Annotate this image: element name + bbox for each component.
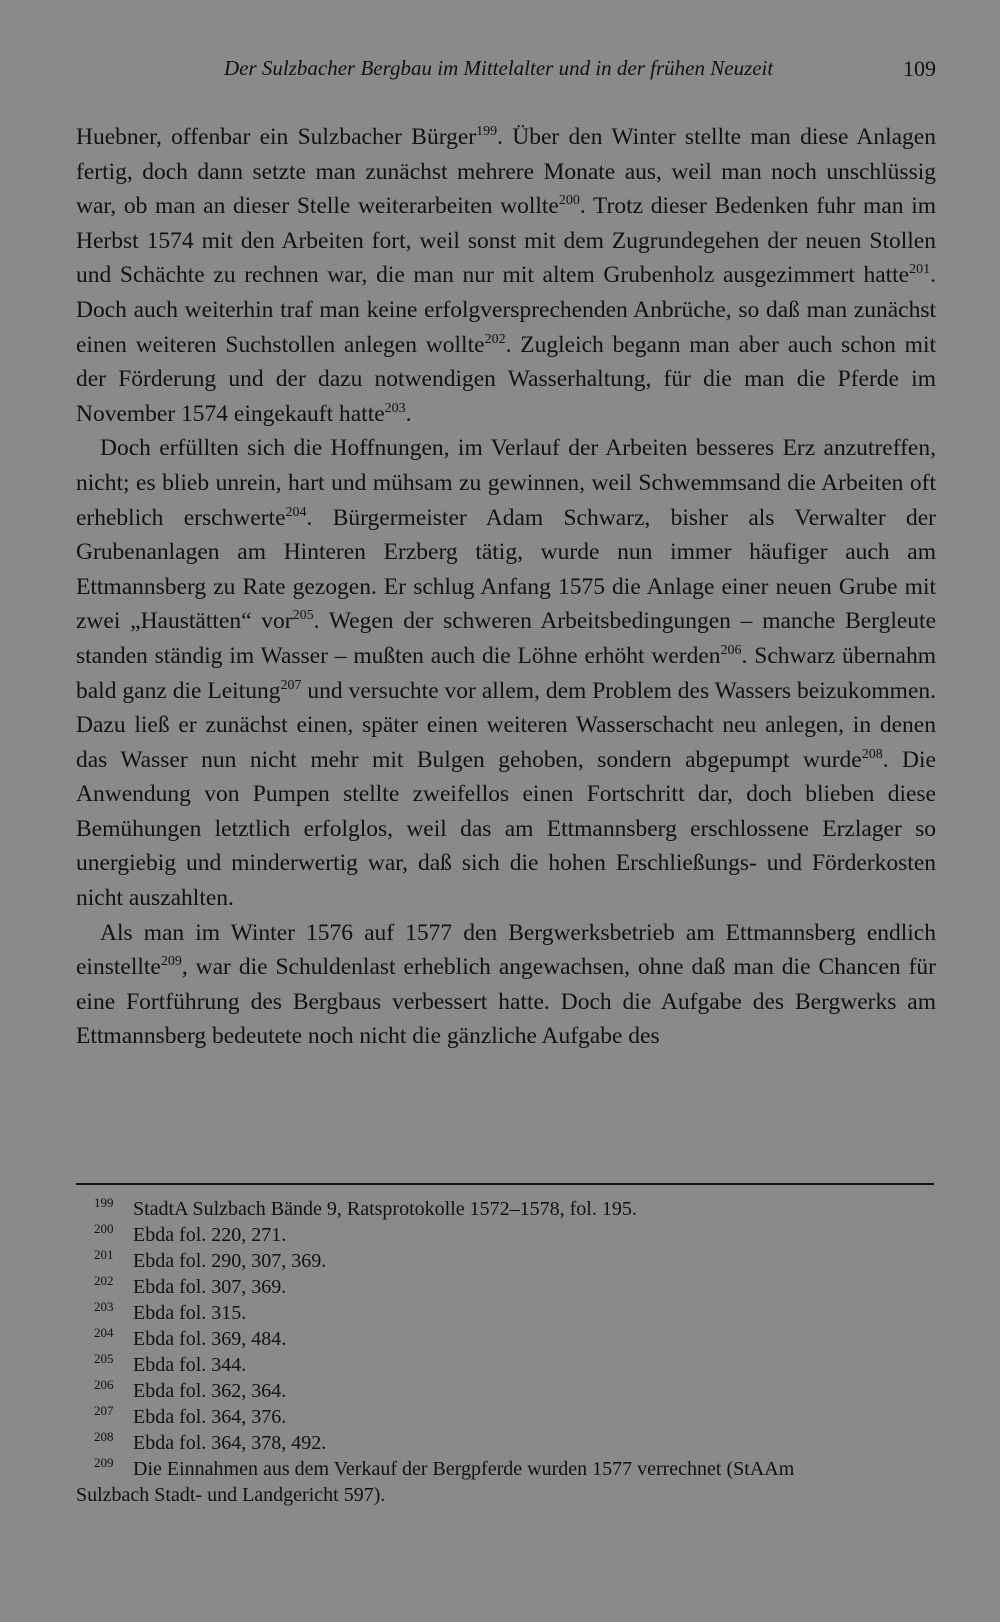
text-segment: . <box>405 400 412 427</box>
footnote-reference: 199 <box>476 124 498 139</box>
footnote-text: Die Einnahmen aus dem Verkauf der Bergpferde wurden 1577 verrechnet (StAAm <box>133 1458 795 1480</box>
footnote-text: StadtA Sulzbach Bände 9, Ratsprotokolle 1572–1578, fol. 195. <box>133 1198 637 1220</box>
footnote-number: 203 <box>94 1299 114 1314</box>
text-segment: . Die Anwendung von Pumpen stellte zweifellos einen Fortschritt dar, doch blieben diese Bemühungen letztlich erfolglos, weil das am Ettmannsberg erschlossene Erzlager so unergiebig und minderwertig war, daß sich die hohen Erschließungs- und Förderkosten nicht auszahlten. <box>76 746 936 912</box>
footnote <box>76 1404 936 1430</box>
footnote-number: 201 <box>94 1247 114 1262</box>
footnote-reference: 200 <box>558 193 580 209</box>
footnote-number: 209 <box>94 1455 114 1470</box>
text-segment: . Schwarz übernahm bald ganz die Leitung <box>76 642 936 704</box>
footnote-divider <box>76 1183 934 1185</box>
text-segment: und versuchte vor allem, dem Problem des Wassers beizukommen. Dazu ließ er zunächst einen, später einen weiteren Wasserschacht neu anlegen, in denen das Wasser nun nicht mehr mit Bulgen gehoben, sondern abgepumpt wurde <box>76 677 937 773</box>
footnote-text: Ebda fol. 344. <box>133 1354 247 1376</box>
footnote-text: Ebda fol. 364, 378, 492. <box>133 1432 327 1454</box>
footnote <box>76 1352 936 1378</box>
body-paragraph <box>76 120 936 431</box>
text-segment: . Trotz dieser Bedenken fuhr man im Herbst 1574 mit den Arbeiten fort, weil sonst mit dem Zugrundegehen der neuen Stollen und Schächte zu rechnen war, die man nur mit altem Grubenholz ausgezimmert hatte <box>76 193 937 289</box>
footnote-number: 206 <box>94 1377 114 1392</box>
footnote-number: 207 <box>94 1403 114 1418</box>
footnote-text: Ebda fol. 307, 369. <box>133 1276 287 1298</box>
footnote <box>76 1274 936 1300</box>
footnote-reference: 201 <box>909 262 931 278</box>
footnote <box>76 1456 936 1508</box>
page-header <box>76 52 936 92</box>
text-segment: Doch erfüllten sich die Hoffnungen, im Verlauf der Arbeiten besseres Erz anzutreffen, nicht; es blieb unrein, hart und mühsam zu gewinnen, weil Schwemmsand die Arbeiten oft erheblich erschwerte <box>76 435 936 531</box>
footnote <box>76 1248 936 1274</box>
body-text <box>76 120 936 1054</box>
footnote-reference: 206 <box>720 642 742 658</box>
footnote-reference: 202 <box>484 331 506 347</box>
running-title: Der Sulzbacher Bergbau im Mittelalter und in der frühen Neuzeit <box>224 56 774 80</box>
footnote-reference: 205 <box>292 608 314 624</box>
footnote-continuation: Sulzbach Stadt- und Landgericht 597). <box>76 1484 386 1506</box>
footnote-text: Ebda fol. 362, 364. <box>133 1380 287 1402</box>
footnote-number: 200 <box>94 1221 114 1236</box>
footnote-number: 205 <box>94 1351 114 1366</box>
footnote-number: 208 <box>94 1429 114 1444</box>
footnote-number: 202 <box>94 1273 114 1288</box>
footnote-text: Ebda fol. 369, 484. <box>133 1328 287 1350</box>
text-segment: . Wegen der schweren Arbeitsbedingungen – manche Bergleute standen ständig im Wasser – mußten auch die Löhne erhöht werden <box>76 608 936 669</box>
footnote-reference: 203 <box>384 400 406 416</box>
text-segment: . Bürgermeister Adam Schwarz, bisher als Verwalter der Grubenanlagen am Hinteren Erzberg tätig, wurde nun immer häufiger auch am Ettmannsberg zu Rate gezogen. Er schlug Anfang 1575 die Anlage einer neuen Grube mit zwei „Haustätten“ vor <box>76 504 936 635</box>
footnote <box>76 1378 936 1404</box>
footnote-reference: 204 <box>285 504 307 520</box>
footnote <box>76 1300 936 1326</box>
page-number: 109 <box>903 56 936 81</box>
footnote-reference: 209 <box>160 954 182 970</box>
footnote-number: 204 <box>94 1325 114 1340</box>
footnote-reference: 208 <box>861 746 883 762</box>
text-segment: . Über den Winter stellte man diese Anlagen fertig, doch dann setzte man zunächst mehrere Monate aus, weil man noch unschlüssig war, ob man an dieser Stelle weiterarbeiten wollte <box>76 124 936 220</box>
footnote <box>76 1430 936 1456</box>
footnote <box>76 1196 936 1222</box>
footnotes <box>76 1196 936 1508</box>
footnote-text: Ebda fol. 315. <box>133 1302 247 1324</box>
text-segment: Als man im Winter 1576 auf 1577 den Bergwerksbetrieb am Ettmannsberg endlich einstellte <box>76 919 936 981</box>
footnote-number: 199 <box>94 1195 114 1210</box>
footnote-text: Ebda fol. 364, 376. <box>133 1406 287 1428</box>
footnote-text: Ebda fol. 290, 307, 369. <box>133 1250 327 1272</box>
body-paragraph <box>76 916 936 1054</box>
text-segment: , war die Schuldenlast erheblich angewachsen, ohne daß man die Chancen für eine Fortführung des Bergbaus verbessert hatte. Doch die Aufgabe des Bergwerks am Ettmannsberg bedeutete noch nicht die gänzliche Aufgabe des <box>76 954 936 1050</box>
text-segment: . Zugleich begann man aber auch schon mit der Förderung und der dazu notwendigen Wasserhaltung, für die man die Pferde im November 1574 eingekauft hatte <box>76 331 936 427</box>
footnote <box>76 1222 936 1248</box>
body-paragraph <box>76 431 936 915</box>
text-segment: . Doch auch weiterhin traf man keine erfolgversprechenden Anbrüche, so daß man zunächst einen weiteren Suchstollen anlegen wollte <box>76 262 936 358</box>
footnote-text: Ebda fol. 220, 271. <box>133 1224 287 1246</box>
footnote <box>76 1326 936 1352</box>
footnote-reference: 207 <box>280 677 302 693</box>
text-segment: Huebner, offenbar ein Sulzbacher Bürger <box>76 124 477 150</box>
